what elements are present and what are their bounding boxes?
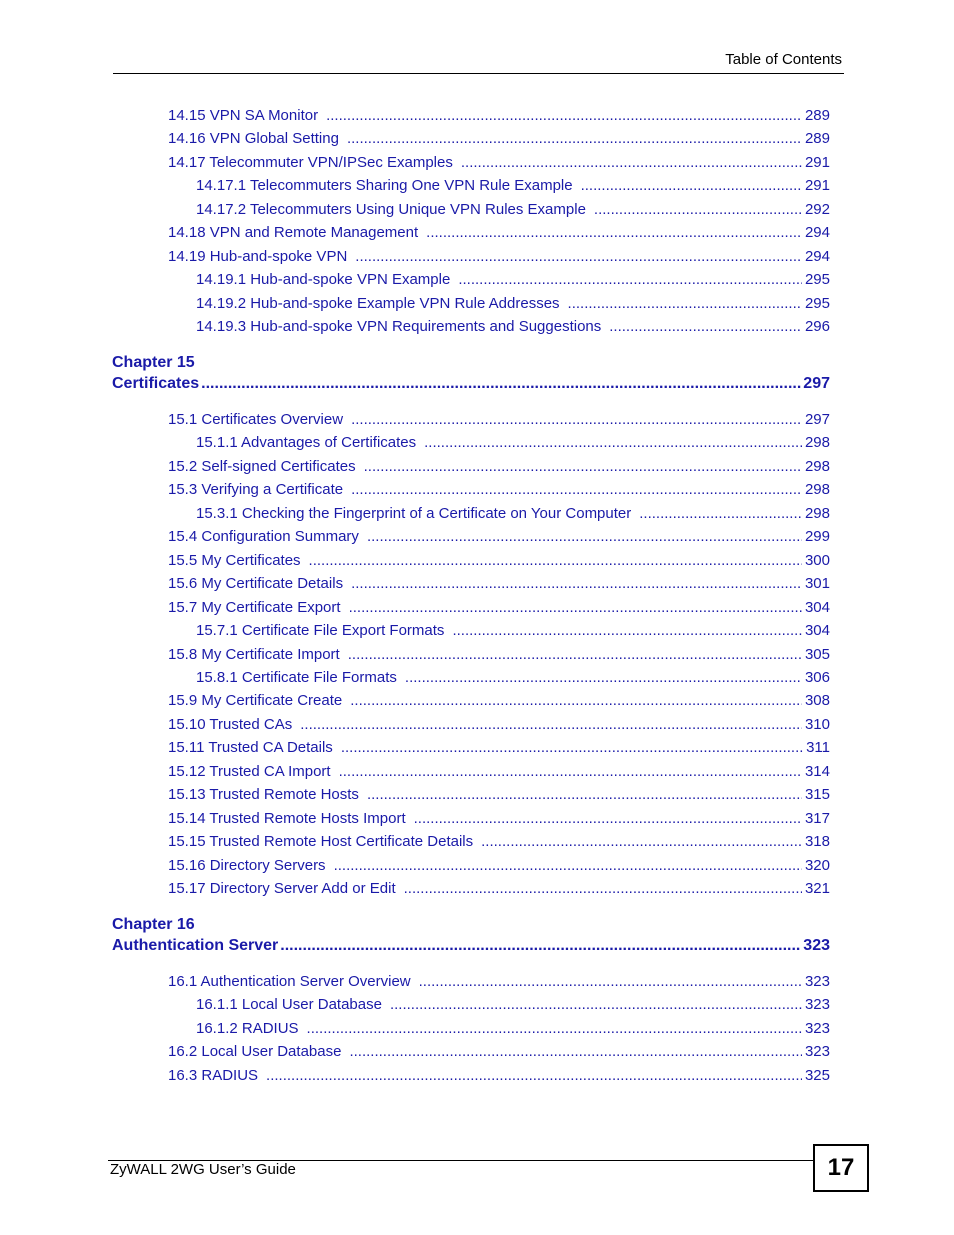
toc-entry[interactable] bbox=[168, 106, 830, 126]
toc-entry-label: 15.3 Verifying a Certificate bbox=[168, 481, 344, 499]
toc-entry-label: 15.3.1 Checking the Fingerprint of a Certificate on Your Computer bbox=[196, 504, 632, 522]
dot-leader bbox=[350, 691, 802, 711]
toc-entry-page: 295 bbox=[804, 271, 830, 289]
toc-entry-label: 15.15 Trusted Remote Host Certificate Details bbox=[168, 833, 474, 851]
toc-entry-label: 14.15 VPN SA Monitor bbox=[168, 107, 319, 124]
dot-leader bbox=[326, 106, 802, 126]
toc-entry[interactable] bbox=[168, 738, 830, 758]
dot-leader bbox=[351, 480, 802, 500]
dot-leader bbox=[594, 200, 802, 220]
toc-entry[interactable] bbox=[196, 1019, 830, 1039]
toc-entry-label: 15.9 My Certificate Create bbox=[168, 692, 343, 710]
toc-entry-label: 14.18 VPN and Remote Management bbox=[168, 224, 419, 242]
chapter-page: 297 bbox=[803, 375, 830, 392]
chapter-title: Authentication Server bbox=[112, 937, 279, 954]
toc-entry-page: 298 bbox=[804, 481, 830, 499]
toc-entry-page: 325 bbox=[804, 1066, 830, 1084]
dot-leader bbox=[390, 995, 802, 1015]
toc-entry-label: 14.17.1 Telecommuters Sharing One VPN Rule Example bbox=[196, 177, 573, 195]
toc-entry-page: 296 bbox=[804, 318, 830, 336]
dot-leader bbox=[348, 645, 802, 665]
toc-entry[interactable] bbox=[168, 856, 830, 876]
toc-entry-label: 15.2 Self-signed Certificates bbox=[168, 457, 356, 475]
toc-entry-label: 15.7 My Certificate Export bbox=[168, 598, 341, 616]
toc-entry-label: 15.11 Trusted CA Details bbox=[168, 739, 333, 757]
toc-entry-label: 15.5 My Certificates bbox=[168, 551, 301, 569]
toc-entry[interactable] bbox=[196, 200, 830, 220]
toc-entry-label: 16.3 RADIUS bbox=[168, 1066, 259, 1084]
toc-entry-page: 314 bbox=[804, 762, 830, 780]
toc-entry-page: 317 bbox=[804, 809, 830, 827]
dot-leader bbox=[639, 504, 802, 524]
dot-leader bbox=[300, 715, 802, 735]
toc-entry-page: 292 bbox=[804, 200, 830, 218]
toc-entry[interactable] bbox=[168, 832, 830, 852]
toc-entry-label: 14.16 VPN Global Setting bbox=[168, 130, 339, 148]
toc-entry-page: 298 bbox=[804, 434, 830, 452]
toc-entry[interactable] bbox=[196, 270, 830, 290]
dot-leader bbox=[355, 247, 802, 267]
chapter-title-entry[interactable] bbox=[112, 936, 830, 956]
toc-entry-page: 291 bbox=[804, 153, 830, 171]
header-divider bbox=[113, 73, 844, 74]
toc-entry[interactable] bbox=[168, 410, 830, 430]
toc-entry-label: 16.2 Local User Database bbox=[168, 1043, 342, 1061]
toc-entry-label: 15.17 Directory Server Add or Edit bbox=[168, 880, 396, 897]
toc-entry-page: 305 bbox=[804, 645, 830, 663]
toc-entry[interactable] bbox=[168, 879, 830, 899]
toc-entry-label: 14.19.3 Hub-and-spoke VPN Requirements and Suggestions bbox=[196, 318, 602, 336]
toc-entry-page: 315 bbox=[804, 786, 830, 804]
toc-entry-page: 321 bbox=[804, 880, 830, 897]
toc-entry[interactable] bbox=[168, 809, 830, 829]
toc-entry-label: 15.1 Certificates Overview bbox=[168, 411, 344, 428]
toc-entry-label: 15.14 Trusted Remote Hosts Import bbox=[168, 809, 406, 827]
dot-leader bbox=[367, 527, 802, 547]
toc-entry-page: 295 bbox=[804, 294, 830, 312]
toc-entry-page: 298 bbox=[804, 457, 830, 475]
toc-entry-page: 311 bbox=[806, 739, 830, 757]
toc-entry-label: 14.19.1 Hub-and-spoke VPN Example bbox=[196, 271, 451, 289]
toc-entry[interactable] bbox=[168, 1042, 830, 1062]
toc-entry[interactable] bbox=[168, 247, 830, 267]
toc-entry[interactable] bbox=[168, 598, 830, 618]
toc-entry[interactable] bbox=[196, 176, 830, 196]
dot-leader bbox=[351, 574, 802, 594]
chapter-page: 323 bbox=[803, 937, 830, 954]
toc-entry[interactable] bbox=[196, 317, 830, 337]
chapter-title-entry[interactable] bbox=[112, 374, 830, 394]
chapter-title: Certificates bbox=[112, 375, 200, 392]
toc-entry-page: 300 bbox=[804, 551, 830, 569]
toc-entry[interactable] bbox=[196, 995, 830, 1015]
toc-entry-label: 15.16 Directory Servers bbox=[168, 856, 326, 874]
dot-leader bbox=[309, 551, 802, 571]
toc-entry-label: 14.19.2 Hub-and-spoke Example VPN Rule Addresses bbox=[196, 294, 560, 312]
toc-entry-label: 15.1.1 Advantages of Certificates bbox=[196, 434, 417, 452]
toc-entry-label: 16.1 Authentication Server Overview bbox=[168, 973, 411, 990]
toc-entry[interactable] bbox=[168, 129, 830, 149]
toc-entry[interactable] bbox=[196, 668, 830, 688]
dot-leader bbox=[349, 598, 802, 618]
dot-leader bbox=[405, 668, 802, 688]
page-number: 17 bbox=[827, 1154, 855, 1181]
toc-entry[interactable] bbox=[196, 294, 830, 314]
page-header-title: Table of Contents bbox=[725, 51, 842, 68]
toc-entry-label: 15.7.1 Certificate File Export Formats bbox=[196, 622, 445, 640]
toc-entry[interactable] bbox=[168, 457, 830, 477]
dot-leader bbox=[414, 809, 802, 829]
footer-guide-title: ZyWALL 2WG User’s Guide bbox=[110, 1161, 296, 1178]
dot-leader bbox=[347, 129, 802, 149]
dot-leader bbox=[461, 153, 802, 173]
toc-entry[interactable] bbox=[168, 480, 830, 500]
toc-entry-page: 291 bbox=[804, 177, 830, 195]
toc-entry[interactable] bbox=[168, 691, 830, 711]
dot-leader bbox=[424, 433, 802, 453]
dot-leader bbox=[367, 785, 802, 805]
toc-entry[interactable] bbox=[168, 574, 830, 594]
toc-entry-page: 301 bbox=[804, 575, 830, 593]
toc-entry-label: 15.13 Trusted Remote Hosts bbox=[168, 786, 359, 804]
toc-entry-page: 323 bbox=[804, 1019, 830, 1037]
toc-entry[interactable] bbox=[168, 1066, 830, 1086]
toc-entry[interactable] bbox=[168, 972, 830, 992]
toc-entry-page: 298 bbox=[804, 504, 830, 522]
toc-entry[interactable] bbox=[196, 621, 830, 641]
toc-entry-page: 294 bbox=[804, 247, 830, 265]
toc-entry[interactable] bbox=[196, 504, 830, 524]
dot-leader bbox=[426, 223, 802, 243]
toc-entry[interactable] bbox=[168, 551, 830, 571]
dot-leader bbox=[339, 762, 802, 782]
dot-leader bbox=[404, 879, 802, 899]
dot-leader bbox=[419, 972, 802, 992]
page-number-box bbox=[813, 1144, 869, 1192]
dot-leader bbox=[307, 1019, 802, 1039]
toc-entry-page: 306 bbox=[804, 668, 830, 686]
toc-entry[interactable] bbox=[168, 153, 830, 173]
toc-entry-label: 14.17 Telecommuter VPN/IPSec Examples bbox=[168, 153, 453, 171]
dot-leader bbox=[364, 457, 802, 477]
toc-entry-label: 16.1.2 RADIUS bbox=[196, 1019, 299, 1037]
toc-entry[interactable] bbox=[168, 715, 830, 735]
dot-leader bbox=[458, 270, 802, 290]
toc-entry-page: 304 bbox=[804, 598, 830, 616]
dot-leader bbox=[334, 856, 802, 876]
dot-leader bbox=[481, 832, 802, 852]
dot-leader bbox=[349, 1042, 802, 1062]
toc-entry[interactable] bbox=[196, 433, 830, 453]
dot-leader bbox=[266, 1066, 802, 1086]
dot-leader bbox=[581, 176, 802, 196]
dot-leader bbox=[201, 374, 801, 394]
toc-entry-label: 16.1.1 Local User Database bbox=[196, 996, 382, 1014]
chapter-number: Chapter 16 bbox=[112, 916, 195, 933]
toc-entry-page: 318 bbox=[804, 833, 830, 851]
toc-entry-page: 323 bbox=[804, 996, 830, 1014]
toc-entry-page: 310 bbox=[804, 715, 830, 733]
toc-entry-label: 15.10 Trusted CAs bbox=[168, 715, 293, 733]
toc-entry-page: 294 bbox=[804, 224, 830, 242]
toc-entry-page: 289 bbox=[804, 107, 830, 124]
toc-entry-label: 14.17.2 Telecommuters Using Unique VPN Rules Example bbox=[196, 200, 586, 218]
toc-entry-label: 15.8 My Certificate Import bbox=[168, 645, 340, 663]
toc-entry[interactable] bbox=[168, 645, 830, 665]
toc-entry-label: 15.4 Configuration Summary bbox=[168, 528, 359, 546]
toc-entry[interactable] bbox=[168, 785, 830, 805]
dot-leader bbox=[609, 317, 802, 337]
toc-entry-page: 323 bbox=[804, 973, 830, 990]
toc-entry-label: 14.19 Hub-and-spoke VPN bbox=[168, 247, 348, 265]
toc-entry-page: 299 bbox=[804, 528, 830, 546]
toc-entry-page: 308 bbox=[804, 692, 830, 710]
toc-entry-page: 323 bbox=[804, 1043, 830, 1061]
toc-entry-page: 297 bbox=[804, 411, 830, 428]
dot-leader bbox=[568, 294, 802, 314]
dot-leader bbox=[351, 410, 802, 430]
toc-entry-page: 320 bbox=[804, 856, 830, 874]
dot-leader bbox=[280, 936, 801, 956]
toc-entry-label: 15.12 Trusted CA Import bbox=[168, 762, 331, 780]
toc-entry[interactable] bbox=[168, 223, 830, 243]
toc-entry-label: 15.6 My Certificate Details bbox=[168, 575, 344, 593]
toc-entry-page: 304 bbox=[804, 622, 830, 640]
dot-leader bbox=[452, 621, 802, 641]
chapter-number: Chapter 15 bbox=[112, 354, 195, 371]
toc-entry[interactable] bbox=[168, 762, 830, 782]
dot-leader bbox=[341, 738, 803, 758]
toc-entry[interactable] bbox=[168, 527, 830, 547]
toc-entry-page: 289 bbox=[804, 130, 830, 148]
toc-entry-label: 15.8.1 Certificate File Formats bbox=[196, 668, 397, 686]
